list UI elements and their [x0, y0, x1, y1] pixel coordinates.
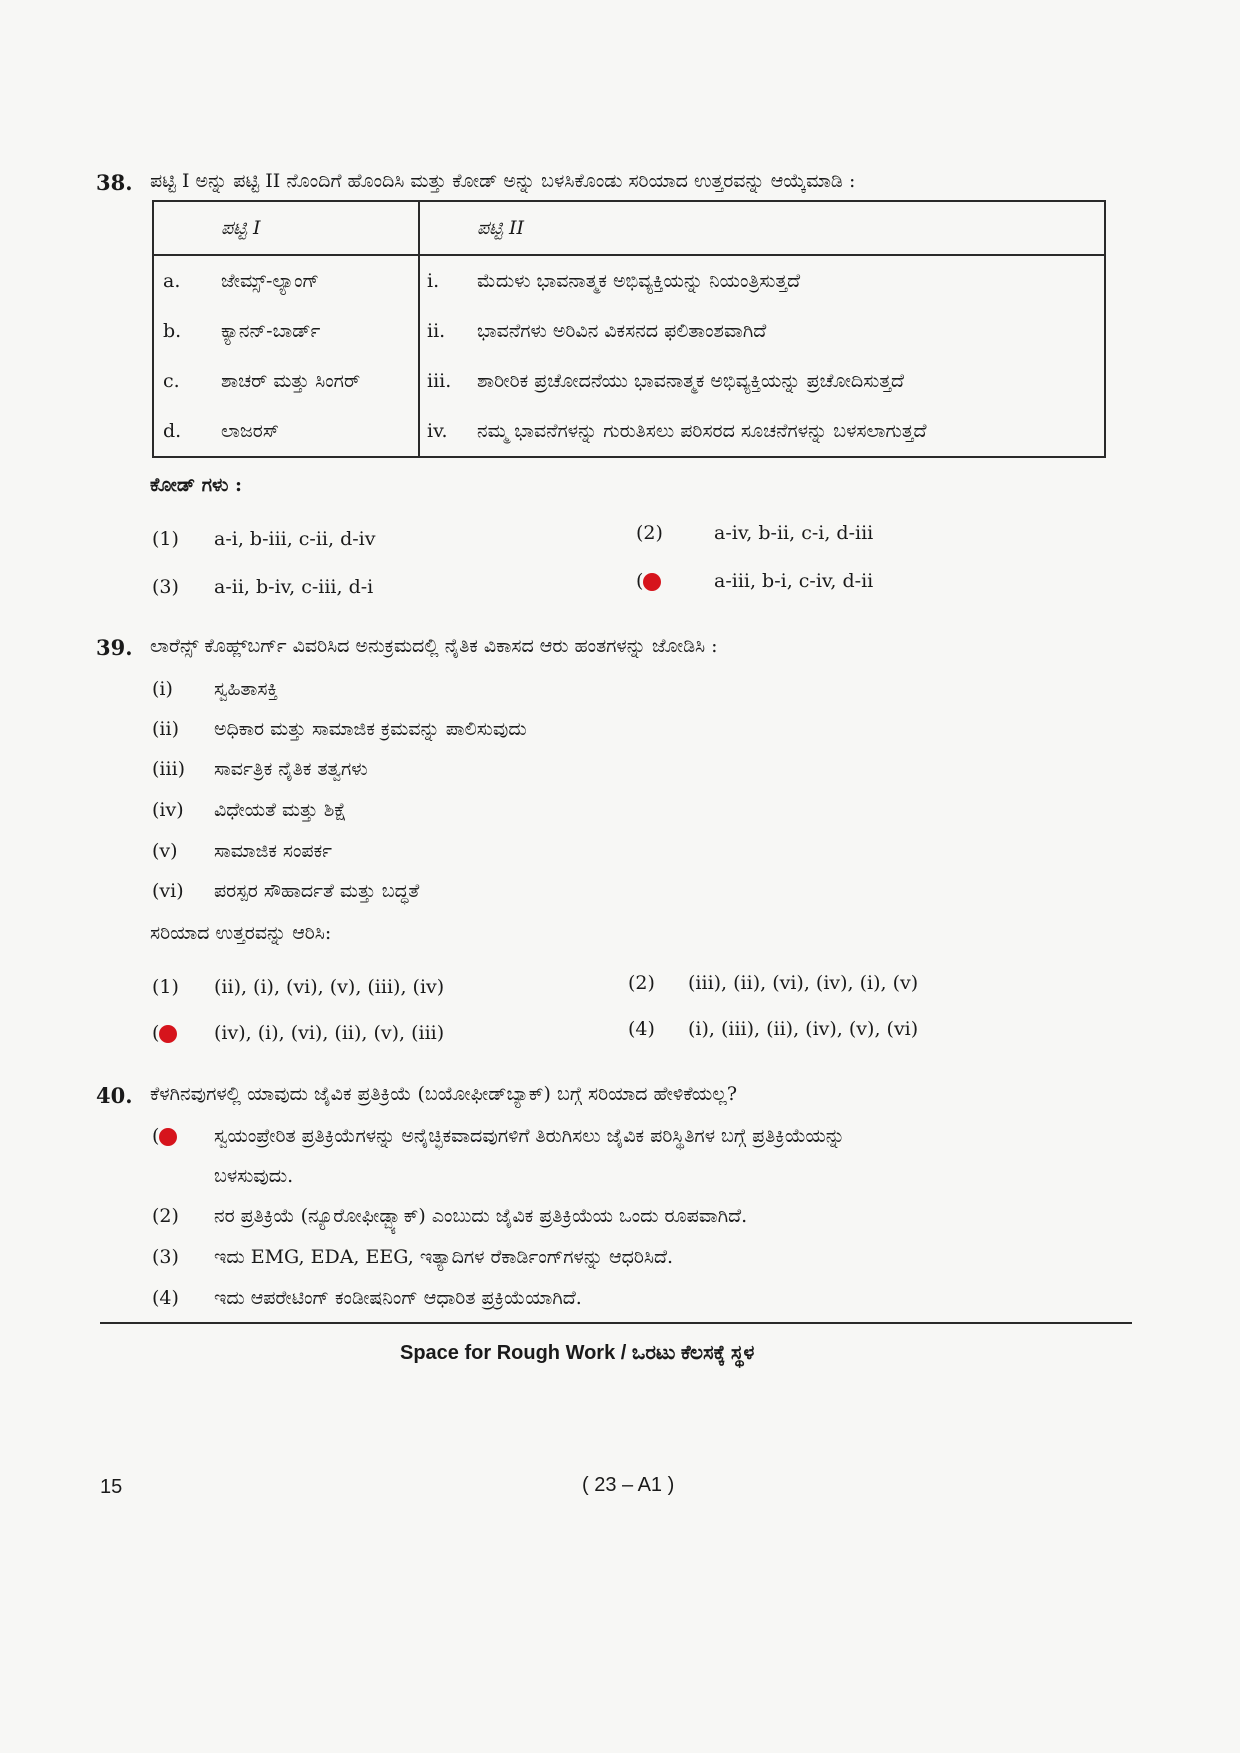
list-item: (i) ಸ್ವಹಿತಾಸಕ್ತಿ — [152, 678, 278, 700]
q39-text: ಲಾರೆನ್ಸ್ ಕೊಹ್ಲ್‌ಬರ್ಗ್ ವಿವರಿಸಿದ ಅನುಕ್ರಮದಲ್ಲಿ ನೈತಿಕ ವಿಕಾಸದ ಆರು ಹಂತಗಳನ್ನು ಜೋಡಿಸಿ : — [150, 635, 718, 657]
list-item: (vi) ಪರಸ್ಪರ ಸೌಹಾರ್ದತೆ ಮತ್ತು ಬದ್ಧತೆ — [152, 880, 420, 902]
list-item: (v) ಸಾಮಾಜಿಕ ಸಂಪರ್ಕ — [152, 840, 333, 862]
q38-option-3: (3) a-ii, b-iv, c-iii, d-i — [152, 576, 374, 598]
list-item: (iv) ವಿಧೇಯತೆ ಮತ್ತು ಶಿಕ್ಷೆ — [152, 799, 347, 821]
answer-mark: ( — [636, 570, 714, 592]
rough-work-divider — [100, 1322, 1132, 1324]
q38-text: ಪಟ್ಟಿ I ಅನ್ನು ಪಟ್ಟಿ II ನೊಂದಿಗೆ ಹೊಂದಿಸಿ ಮತ್ತು ಕೋಡ್ ಅನ್ನು ಬಳಸಿಕೊಂಡು ಸರಿಯಾದ ಉತ್ತರವನ್ನು ಆಯ್ಕೆಮಾಡಿ : — [150, 170, 856, 192]
page-number: 15 — [100, 1476, 123, 1498]
q40-number: 40. — [96, 1083, 133, 1108]
list-item: (iii) ಸಾರ್ವತ್ರಿಕ ನೈತಿಕ ತತ್ವಗಳು — [152, 758, 368, 780]
row-left-text: ಜೇಮ್ಸ್-ಲ್ಯಾಂಗ್ — [221, 270, 319, 292]
row-right-text: ಮೆದುಳು ಭಾವನಾತ್ಮಕ ಅಭಿವ್ಯಕ್ತಿಯನ್ನು ನಿಯಂತ್ರಿಸುತ್ತದೆ — [477, 270, 801, 292]
red-dot-icon — [159, 1128, 177, 1146]
q39-option-1: (1) (ii), (i), (vi), (v), (iii), (iv) — [152, 976, 445, 998]
row-label: a. — [163, 270, 181, 292]
row-label: d. — [163, 420, 182, 442]
paper-code: ( 23 – A1 ) — [582, 1474, 675, 1496]
q40-text: ಕೆಳಗಿನವುಗಳಲ್ಲಿ ಯಾವುದು ಜೈವಿಕ ಪ್ರತಿಕ್ರಿಯೆ (ಬಯೋಫೀಡ್‌ಬ್ಯಾಕ್) ಬಗ್ಗೆ ಸರಿಯಾದ ಹೇಳಿಕೆಯಲ್ಲ? — [150, 1083, 738, 1105]
row-label: iii. — [427, 370, 452, 392]
q39-option-3: ( (iv), (i), (vi), (ii), (v), (iii) — [152, 1022, 445, 1044]
q40-option-1-continued: ಬಳಸುವುದು. — [214, 1165, 294, 1187]
q38-match-table — [152, 200, 1106, 458]
q39-option-4: (4) (i), (iii), (ii), (iv), (v), (vi) — [628, 1018, 919, 1040]
answer-mark: ( — [152, 1022, 214, 1044]
q40-option-1: ( ಸ್ವಯಂಪ್ರೇರಿತ ಪ್ರತಿಕ್ರಿಯೆಗಳನ್ನು ಅನೈಚ್ಛಿಕವಾದವುಗಳಿಗೆ ತಿರುಗಿಸಲು ಜೈವಿಕ ಪರಿಸ್ಥಿತಿಗಳ ಬಗ್ಗೆ ಪ್ರತಿಕ್ರಿಯೆಯನ್ನು — [152, 1125, 845, 1147]
row-left-text: ಶಾಚರ್ ಮತ್ತು ಸಿಂಗರ್ — [221, 370, 361, 392]
q40-option-4: (4) ಇದು ಆಪರೇಟಿಂಗ್ ಕಂಡೀಷನಿಂಗ್ ಆಧಾರಿತ ಪ್ರಕ್ರಿಯೆಯಾಗಿದೆ. — [152, 1287, 582, 1309]
q38-option-1: (1) a-i, b-iii, c-ii, d-iv — [152, 528, 376, 550]
q39-number: 39. — [96, 635, 133, 660]
row-left-text: ಲಾಜರಸ್ — [221, 420, 280, 442]
table-row — [153, 406, 1105, 457]
row-label: i. — [427, 270, 440, 292]
q39-instruction: ಸರಿಯಾದ ಉತ್ತರವನ್ನು ಆರಿಸಿ: — [150, 922, 332, 944]
q38-number: 38. — [96, 170, 133, 195]
row-label: ii. — [427, 320, 446, 342]
red-dot-icon — [159, 1025, 177, 1043]
list-1-header: ಪಟ್ಟಿ I — [153, 201, 419, 255]
rough-work-label: Space for Rough Work / ಒರಟು ಕೆಲಸಕ್ಕೆ ಸ್ಥಳ — [400, 1342, 755, 1364]
table-row — [153, 306, 1105, 356]
row-label: b. — [163, 320, 182, 342]
q38-option-2: (2) a-iv, b-ii, c-i, d-iii — [636, 522, 874, 544]
q40-option-2: (2) ನರ ಪ್ರತಿಕ್ರಿಯೆ (ನ್ಯೂರೋಫೀಡ್ಬ್ಯಾಕ್) ಎಂಬುದು ಜೈವಿಕ ಪ್ರತಿಕ್ರಿಯೆಯ ಒಂದು ರೂಪವಾಗಿದೆ. — [152, 1205, 748, 1227]
row-right-text: ಶಾರೀರಿಕ ಪ್ರಚೋದನೆಯು ಭಾವನಾತ್ಮಕ ಅಭಿವ್ಯಕ್ತಿಯನ್ನು ಪ್ರಚೋದಿಸುತ್ತದೆ — [477, 370, 905, 392]
answer-mark: ( — [152, 1125, 214, 1147]
codes-label: ಕೋಡ್ ಗಳು : — [150, 474, 243, 496]
red-dot-icon — [643, 573, 661, 591]
list-2-header: ಪಟ್ಟಿ II — [419, 201, 1105, 255]
table-row — [153, 356, 1105, 406]
list-item: (ii) ಅಧಿಕಾರ ಮತ್ತು ಸಾಮಾಜಿಕ ಕ್ರಮವನ್ನು ಪಾಲಿಸುವುದು — [152, 718, 527, 740]
table-row — [153, 255, 1105, 306]
row-label: iv. — [427, 420, 448, 442]
q40-option-3: (3) ಇದು EMG, EDA, EEG, ಇತ್ಯಾದಿಗಳ ರೆಕಾರ್ಡಿಂಗ್‌ಗಳನ್ನು ಆಧರಿಸಿದೆ. — [152, 1246, 674, 1268]
q38-option-4: ( a-iii, b-i, c-iv, d-ii — [636, 570, 874, 592]
row-label: c. — [163, 370, 180, 392]
row-right-text: ನಮ್ಮ ಭಾವನೆಗಳನ್ನು ಗುರುತಿಸಲು ಪರಿಸರದ ಸೂಚನೆಗಳನ್ನು ಬಳಸಲಾಗುತ್ತದೆ — [477, 420, 927, 442]
row-right-text: ಭಾವನೆಗಳು ಅರಿವಿನ ವಿಕಸನದ ಫಲಿತಾಂಶವಾಗಿದೆ — [477, 320, 767, 342]
q39-option-2: (2) (iii), (ii), (vi), (iv), (i), (v) — [628, 972, 919, 994]
row-left-text: ಕ್ಯಾನನ್-ಬಾರ್ಡ್ — [221, 320, 321, 342]
